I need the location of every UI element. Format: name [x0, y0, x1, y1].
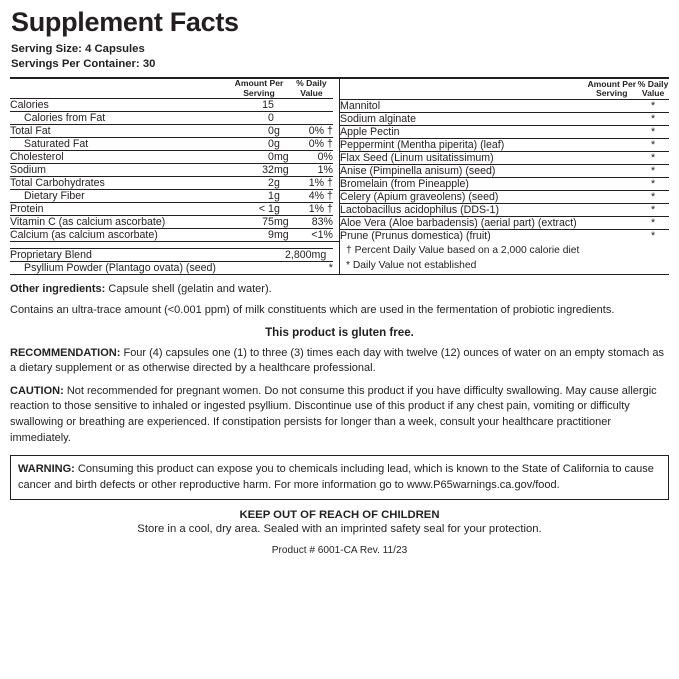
nutrient-dv: 1% † — [290, 177, 333, 190]
column-gap — [333, 79, 340, 242]
nutrient-unit: mg — [273, 151, 289, 164]
nutrient-name: Calcium (as calcium ascorbate) — [10, 229, 228, 242]
nutrient-amount: 0 — [228, 112, 274, 125]
nutrient-dv: 1% — [290, 164, 333, 177]
caution — [10, 384, 669, 446]
table-row — [10, 190, 333, 203]
header-daily-value-right: % Daily Value — [637, 78, 669, 99]
nutrient-amount: 0 — [228, 138, 274, 151]
ingredient-name: Flax Seed (Linum usitatissimum) — [340, 151, 586, 164]
nutrient-dv: 0% † — [290, 138, 333, 151]
storage-instructions: Store in a cool, dry area. Sealed with an imprinted safety seal for your protection. — [137, 523, 542, 536]
nutrient-amount: 0 — [228, 125, 274, 138]
proprietary-blend-table — [10, 248, 333, 274]
ingredient-name: Mannitol — [340, 99, 586, 112]
nutrient-name: Cholesterol — [10, 151, 228, 164]
nutrition-table-left — [10, 79, 333, 241]
proprietary-blend-amount: 2,800 — [277, 249, 311, 262]
ingredient-amount — [586, 125, 637, 138]
header-nutrient-left — [10, 79, 228, 99]
nutrient-name: Vitamin C (as calcium ascorbate) — [10, 216, 228, 229]
nutrient-amount: < 1 — [228, 203, 274, 216]
nutrient-amount: 9 — [228, 229, 274, 242]
recommendation — [10, 346, 669, 377]
ingredient-amount — [586, 112, 637, 125]
gluten-free-note: This product is gluten free. — [265, 325, 414, 339]
nutrient-dv: <1% — [290, 229, 333, 242]
nutrient-amount: 32 — [228, 164, 274, 177]
divider-below-table — [10, 274, 669, 275]
table-row — [340, 216, 669, 229]
nutrient-amount: 15 — [228, 99, 274, 112]
table-row — [340, 112, 669, 125]
table-header-left — [10, 79, 333, 99]
other-ingredients-label: Other ingredients: — [10, 283, 106, 296]
ingredient-amount — [586, 138, 637, 151]
table-row — [340, 164, 669, 177]
ingredient-amount — [586, 216, 637, 229]
ingredient-amount — [586, 151, 637, 164]
nutrient-unit: g — [274, 125, 290, 138]
ingredient-dv: * — [637, 99, 669, 112]
milk-constituents-note: Contains an ultra-trace amount (<0.001 ppm) of milk constituents which are used in the fermentation of probiotic ingredients. — [10, 303, 615, 316]
table-row — [340, 138, 669, 151]
servings-per-container: Servings Per Container: 30 — [11, 58, 156, 71]
ingredient-dv: * — [637, 138, 669, 151]
ingredient-dv: * — [637, 125, 669, 138]
nutrient-dv — [290, 112, 333, 125]
proprietary-blend-unit: mg — [311, 249, 327, 262]
table-row — [10, 229, 333, 242]
nutrient-name: Calories — [10, 99, 228, 112]
keep-out-of-reach-heading: KEEP OUT OF REACH OF CHILDREN — [239, 509, 440, 522]
ingredient-dv: * — [637, 151, 669, 164]
ingredient-dv: * — [637, 190, 669, 203]
header-amount-per-serving-right: Amount Per Serving — [587, 78, 637, 99]
table-row — [10, 138, 333, 151]
warning-label: WARNING: — [18, 463, 75, 476]
nutrition-table-right — [340, 80, 669, 242]
nutrient-unit — [274, 112, 290, 125]
page-title: Supplement Facts — [11, 7, 239, 37]
nutrient-name: Sodium — [10, 164, 228, 177]
table-row — [10, 249, 333, 262]
ingredient-name: Aloe Vera (Aloe barbadensis) (aerial part) (extract) — [340, 216, 586, 229]
nutrient-amount: 2 — [228, 177, 274, 190]
ingredient-dv: * — [637, 203, 669, 216]
nutrient-dv: 0% — [290, 151, 333, 164]
ingredient-name: Anise (Pimpinella anisum) (seed) — [340, 164, 586, 177]
header-ingredient-right — [340, 80, 586, 100]
table-row — [10, 216, 333, 229]
serving-size: Serving Size: 4 Capsules — [11, 43, 145, 56]
nutrient-unit: g — [274, 177, 290, 190]
ingredient-amount — [586, 99, 637, 112]
ingredient-name: Bromelain (from Pineapple) — [340, 177, 586, 190]
nutrient-amount: 0 — [228, 151, 274, 164]
table-row — [10, 203, 333, 216]
ingredient-dv: * — [637, 216, 669, 229]
psyllium-dv: * — [328, 262, 333, 275]
nutrient-name: Protein — [10, 203, 228, 216]
nutrient-amount: 75 — [228, 216, 274, 229]
ingredient-name: Sodium alginate — [340, 112, 586, 125]
ingredient-amount — [586, 177, 637, 190]
ingredient-amount — [586, 190, 637, 203]
nutrient-unit: mg — [273, 229, 289, 242]
ingredient-amount — [586, 203, 637, 216]
warning-text: Consuming this product can expose you to chemicals including lead, which is known to the State of California to cause cancer and birth defects or other reproductive harm. For more information go to www.P65warnings.ca.gov/food. — [18, 463, 654, 491]
table-row — [340, 177, 669, 190]
psyllium-unit — [312, 262, 328, 275]
table-row — [340, 151, 669, 164]
table-row — [10, 112, 333, 125]
nutrient-unit: mg — [273, 216, 289, 229]
table-row — [10, 262, 333, 275]
table-row — [340, 203, 669, 216]
table-row — [10, 125, 333, 138]
psyllium-name: Psyllium Powder (Plantago ovata) (seed) — [10, 262, 277, 275]
ingredient-amount — [586, 229, 637, 242]
header-amount-per-serving-left: Amount Per Serving — [234, 78, 284, 98]
footnote-daily-value-not-established: * Daily Value not established — [346, 260, 477, 272]
nutrient-name: Dietary Fiber — [10, 190, 228, 203]
ingredient-dv: * — [637, 112, 669, 125]
table-row — [340, 99, 669, 112]
table-header-right — [340, 80, 669, 100]
nutrient-name: Calories from Fat — [10, 112, 228, 125]
nutrient-name: Saturated Fat — [10, 138, 228, 151]
other-ingredients — [10, 282, 669, 298]
table-row — [340, 229, 669, 242]
header-daily-value-left: % Daily Value — [296, 78, 327, 98]
footnote-daily-value-basis: † Percent Daily Value based on a 2,000 calorie diet — [346, 244, 580, 256]
recommendation-label: RECOMMENDATION: — [10, 346, 121, 359]
table-row — [340, 190, 669, 203]
nutrient-unit: mg — [273, 164, 289, 177]
table-row — [10, 164, 333, 177]
ingredient-name: Prune (Prunus domestica) (fruit) — [340, 229, 586, 242]
ingredient-name: Celery (Apium graveolens) (seed) — [340, 190, 586, 203]
nutrient-unit: g — [274, 138, 290, 151]
table-row — [340, 125, 669, 138]
table-row — [10, 177, 333, 190]
ingredient-name: Apple Pectin — [340, 125, 586, 138]
ingredient-dv: * — [637, 164, 669, 177]
nutrient-unit — [274, 99, 290, 112]
table-row — [10, 99, 333, 112]
ingredient-amount — [586, 164, 637, 177]
nutrient-dv: 1% † — [290, 203, 333, 216]
other-ingredients-text: Capsule shell (gelatin and water). — [108, 283, 272, 296]
ingredient-dv: * — [637, 177, 669, 190]
prop65-warning-box — [10, 455, 669, 500]
table-row — [10, 151, 333, 164]
nutrient-dv — [290, 99, 333, 112]
ingredient-dv: * — [637, 229, 669, 242]
recommendation-text: Four (4) capsules one (1) to three (3) times each day with twelve (12) ounces of water on an empty stomach as a dietary supplement or as otherwise directed by a healthcare professional. — [10, 346, 664, 375]
nutrient-unit: g — [274, 190, 290, 203]
ingredient-name: Peppermint (Mentha piperita) (leaf) — [340, 138, 586, 151]
nutrient-dv: 0% † — [290, 125, 333, 138]
nutrition-table — [10, 79, 669, 274]
ingredient-name: Lactobacillus acidophilus (DDS-1) — [340, 203, 586, 216]
product-code: Product # 6001-CA Rev. 11/23 — [271, 545, 408, 557]
nutrient-dv: 4% † — [290, 190, 333, 203]
nutrient-unit: g — [274, 203, 290, 216]
caution-label: CAUTION: — [10, 384, 64, 397]
nutrient-name: Total Carbohydrates — [10, 177, 228, 190]
psyllium-amount — [277, 262, 311, 275]
nutrient-amount: 1 — [228, 190, 274, 203]
nutrient-dv: 83% — [290, 216, 333, 229]
caution-text: Not recommended for pregnant women. Do not consume this product if you have difficulty swallowing. May cause allergic reaction to those sensitive to inhaled or ingested psyllium. Discontinue use of this product if any chest pain, vomiting or difficulty swallowing or breathing are experienced. If constipation persists for longer than a week, consult your healthcare practitioner immediately. — [10, 384, 657, 444]
proprietary-blend-name: Proprietary Blend — [10, 249, 277, 262]
nutrient-name: Total Fat — [10, 125, 228, 138]
